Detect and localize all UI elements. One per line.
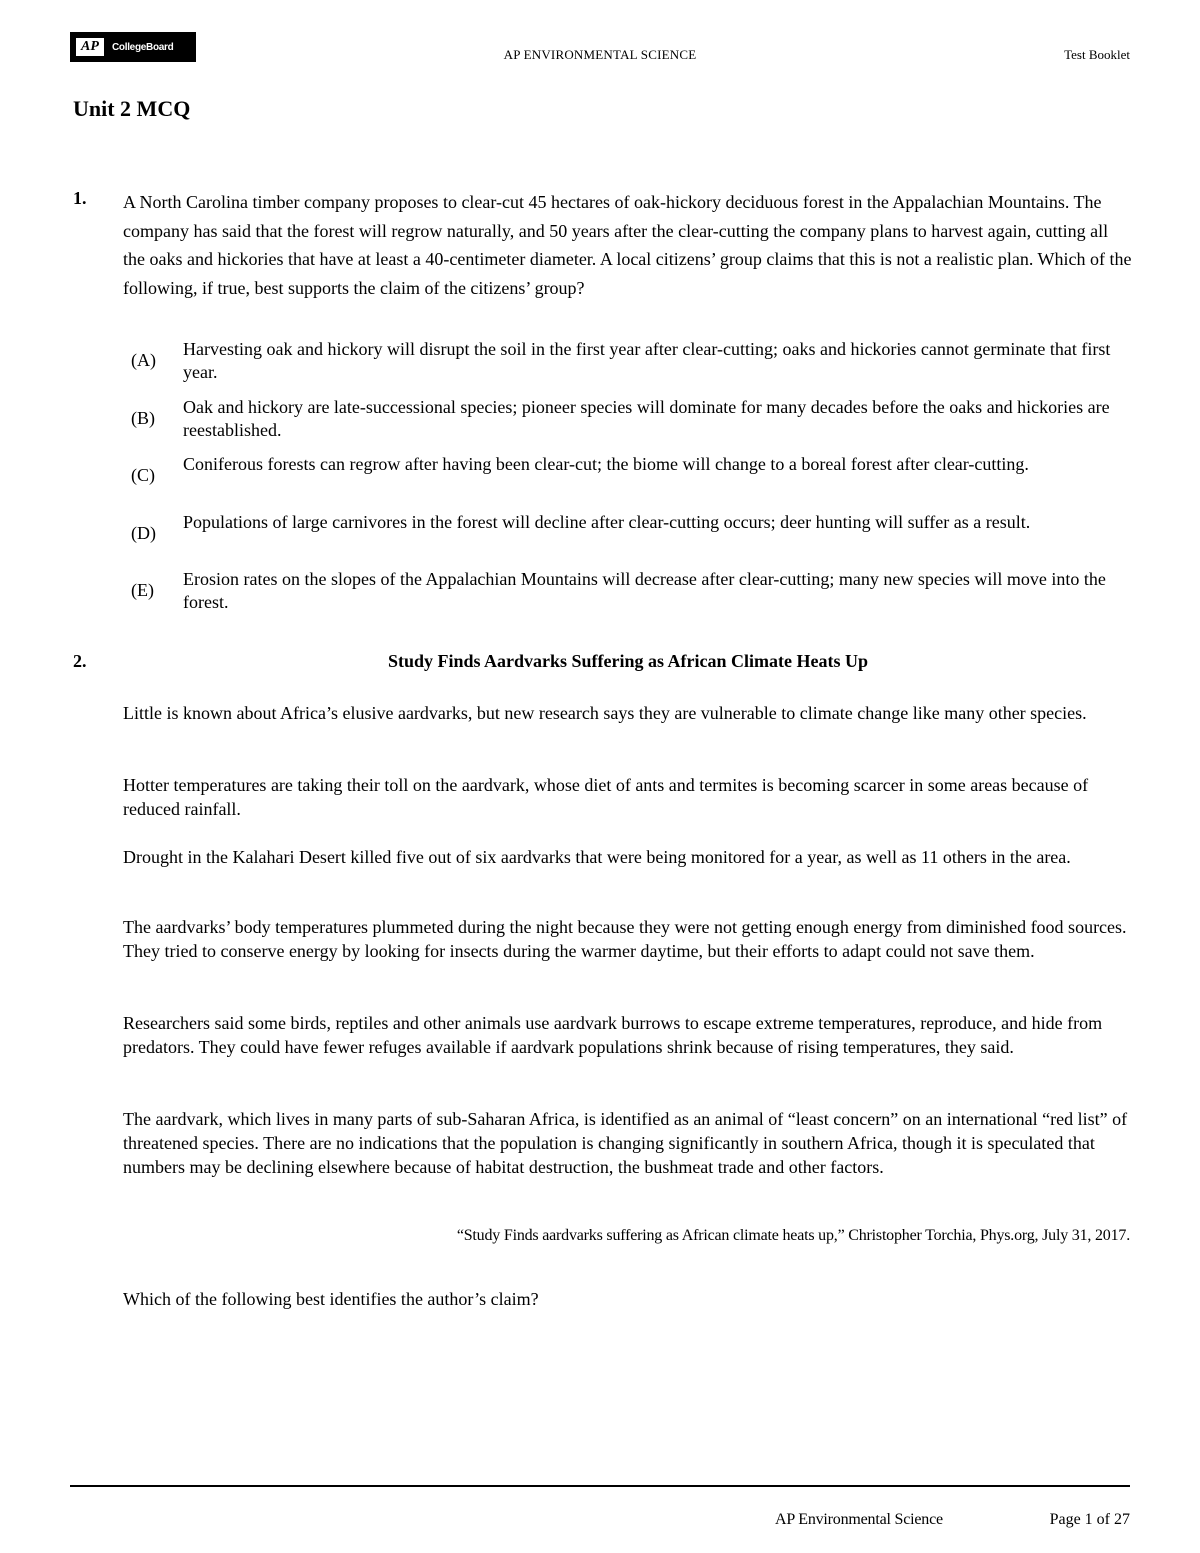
question-1-stem: A North Carolina timber company proposes to clear-cut 45 hectares of oak-hickory deciduous forest in the Appalachian Mountains. The company has said that the forest will regrow naturally, and 50 years after the clear-cutting the company plans to harvest again, cutting all the oaks and hickories that have at least a 40-centimeter diameter. A local citizens’ group claims that this is not a realistic plan. Which of the following, if true, best supports the claim of the citizens’ group?	[123, 192, 1132, 298]
article-title: Study Finds Aardvarks Suffering as African Climate Heats Up	[387, 651, 869, 671]
article-paragraph: Little is known about Africa’s elusive aardvarks, but new research says they are vulnerable to climate change like many other species.	[123, 703, 1087, 723]
page-title: Unit 2 MCQ	[73, 96, 191, 121]
choice-c-letter: (C)	[131, 465, 155, 485]
article-paragraph: Hotter temperatures are taking their toll on the aardvark, whose diet of ants and termites is becoming scarcer in some areas because of reduced rainfall.	[123, 775, 1089, 819]
question-1-choices	[123, 338, 1133, 626]
choice-a-letter: (A)	[131, 350, 156, 370]
collegeboard-wordmark: CollegeBoard	[112, 41, 174, 53]
choice-b-text: Oak and hickory are late-successional species; pioneer species will dominate for many decades before the oaks and hickories are reestablished.	[183, 396, 1110, 440]
article-paragraph: Drought in the Kalahari Desert killed five out of six aardvarks that were being monitored for a year, as well as 11 others in the area.	[123, 847, 1071, 867]
choice-d-letter: (D)	[131, 522, 156, 543]
footer-divider	[70, 1485, 1130, 1487]
choice-e-letter: (E)	[131, 580, 154, 600]
choice-c[interactable]	[123, 453, 1133, 511]
question-2-number: 2.	[73, 651, 87, 671]
footer-course: AP Environmental Science	[775, 1511, 943, 1528]
choice-e[interactable]	[123, 568, 1133, 626]
choice-c-text: Coniferous forests can regrow after having been clear-cut; the biome will change to a boreal forest after clear-cutting.	[183, 454, 1029, 474]
choice-d-text: Populations of large carnivores in the forest will decline after clear-cutting occurs; deer hunting will suffer as a result.	[183, 511, 1031, 532]
article-citation: “Study Finds aardvarks suffering as African climate heats up,” Christopher Torchia, Phys.org, July 31, 2017.	[456, 1227, 1130, 1244]
page-number: Page 1 of 27	[1049, 1511, 1130, 1528]
page-header	[70, 32, 1130, 62]
article-paragraph: The aardvarks’ body temperatures plummeted during the night because they were not getting enough energy from diminished food sources. They tried to conserve energy by looking for insects during the warmer daytime, but their efforts to adapt could not save them.	[123, 917, 1127, 961]
article-paragraph: The aardvark, which lives in many parts of sub-Saharan Africa, is identified as an animal of “least concern” on an international “red list” of threatened species. There are no indications that the population is changing significantly in southern Africa, though it is speculated that numbers may be declining elsewhere because of habitat destruction, the bushmeat trade and other factors.	[123, 1109, 1128, 1177]
question-1-number: 1.	[73, 188, 87, 208]
header-booklet: Test Booklet	[1064, 47, 1130, 62]
question-2-prompt: Which of the following best identifies the author’s claim?	[123, 1289, 539, 1309]
choice-a[interactable]	[123, 338, 1133, 396]
choice-d[interactable]	[123, 511, 1133, 569]
choice-b-letter: (B)	[131, 407, 155, 428]
choice-b[interactable]	[123, 396, 1133, 454]
choice-e-text: Erosion rates on the slopes of the Appalachian Mountains will decrease after clear-cutting; many new species will move into the forest.	[183, 569, 1106, 612]
article-paragraph: Researchers said some birds, reptiles and other animals use aardvark burrows to escape extreme temperatures, reproduce, and hide from predators. They could have fewer refuges available if aardvark populations shrink because of rising temperatures, they said.	[123, 1013, 1103, 1057]
header-subject: AP ENVIRONMENTAL SCIENCE	[503, 47, 697, 62]
choice-a-text: Harvesting oak and hickory will disrupt the soil in the first year after clear-cutting; oaks and hickories cannot germinate that first year.	[183, 339, 1111, 382]
ap-logo-mark: AP	[76, 38, 104, 56]
